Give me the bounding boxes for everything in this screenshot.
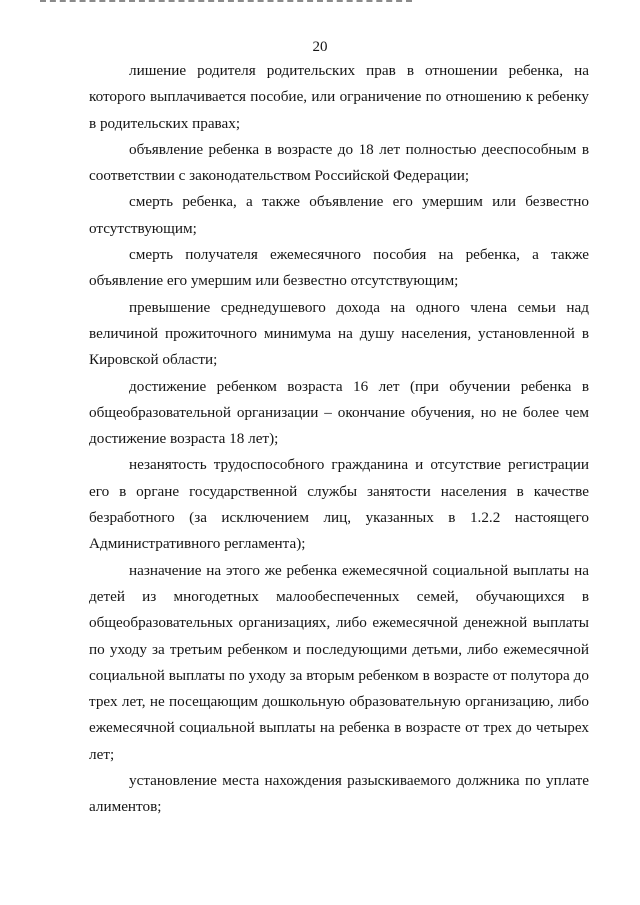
paragraph-recipient-death: смерть получателя ежемесячного пособия на ребенка, а также объявление его умершим или безвестно отсутствующим; <box>89 246 589 290</box>
paragraph-age-reached: достижение ребенком возраста 16 лет (при обучении ребенка в общеобразовательной организации – окончание обучения, но не более чем достижение возраста 18 лет); <box>89 377 589 448</box>
scan-top-edge <box>40 0 412 2</box>
document-body <box>89 58 589 821</box>
paragraph-deprivation-of-rights: лишение родителя родительских прав в отношении ребенка, на которого выплачивается пособие, или ограничение по отношению к ребенку в родительских правах; <box>89 62 589 132</box>
paragraph-income-excess: превышение среднедушевого дохода на одного члена семьи над величиной прожиточного минимума на душу населения, установленной в Кировской области; <box>89 298 589 369</box>
paragraph-child-death: смерть ребенка, а также объявление его умершим или безвестно отсутствующим; <box>89 193 589 237</box>
paragraph-debtor-location: установление места нахождения разыскиваемого должника по уплате алиментов; <box>89 772 589 816</box>
paragraph-child-declared-capable: объявление ребенка в возрасте до 18 лет полностью дееспособным в соответствии с законодательством Российской Федерации; <box>89 140 589 185</box>
paragraph-other-payments: назначение на этого же ребенка ежемесячной социальной выплаты на детей из многодетных малообеспеченных семей, обучающихся в общеобразовательных организациях, либо ежемесячной денежной выплаты по уходу за третьим ребенком и последующими детьми, либо ежемесячной социальной выплаты по уходу за вторым ребенком в возрасте от полутора до трех лет, не посещающим дошкольную образовательную организацию, либо ежемесячной социальной выплаты на ребенка в возрасте от трех до четырех лет; <box>89 561 589 763</box>
page-number: 20 <box>312 39 328 55</box>
paragraph-unemployment: незанятость трудоспособного гражданина и отсутствие регистрации его в органе государственной службы занятости населения в качестве безработного (за исключением лиц, указанных в 1.2.2 настоящего Административного регламента); <box>89 456 589 553</box>
